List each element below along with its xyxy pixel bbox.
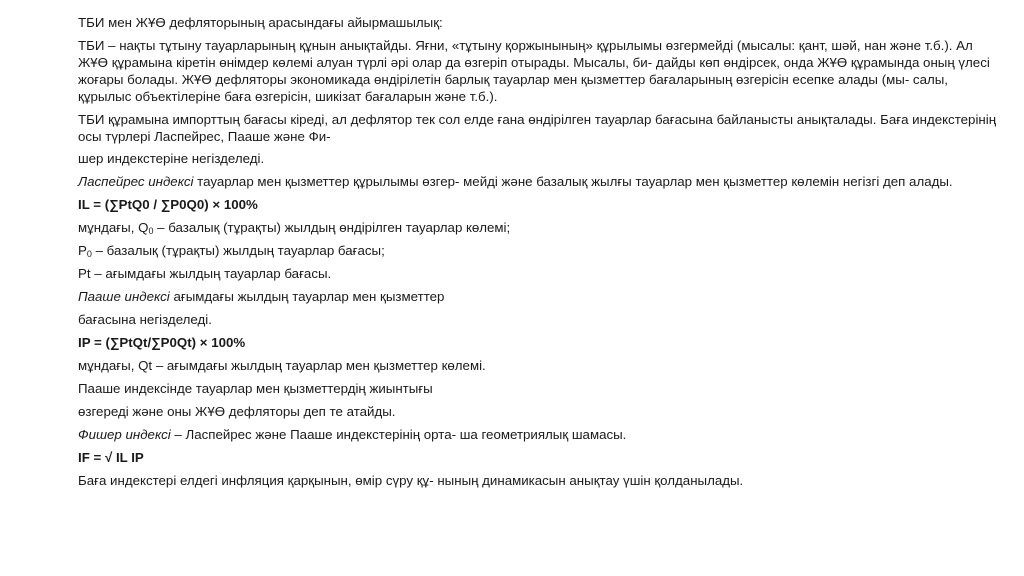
definition-q0 bbox=[78, 219, 998, 236]
paragraph-fisher bbox=[78, 426, 998, 443]
definition-q0-text: – базалық (тұрақты) жылдың өндірілген тауарлар көлемі; bbox=[153, 220, 511, 235]
paasche-description: ағымдағы жылдың тауарлар мен қызметтер bbox=[169, 289, 445, 304]
definition-p0-subscript: 0 bbox=[86, 249, 92, 259]
laspeyres-term: Ласпейрес индексі bbox=[78, 174, 194, 189]
formula-paasche: IP = (∑PtQt/∑P0Qt) × 100% bbox=[78, 335, 246, 350]
paasche-term: Пааше индексі bbox=[78, 289, 170, 304]
definition-p0-prefix: P bbox=[78, 243, 87, 258]
paragraph-index-basis: шер индекстеріне негізделеді. bbox=[78, 151, 265, 166]
definition-q0-prefix: мұндағы, Q bbox=[78, 220, 149, 235]
definition-q0-subscript: 0 bbox=[148, 226, 154, 236]
paragraph-paasche-cont: бағасына негізделеді. bbox=[78, 312, 212, 327]
paragraph-paasche-deflator: өзгереді және оны ЖҰӨ дефляторы деп те атайды. bbox=[78, 404, 396, 419]
fisher-term: Фишер индексі bbox=[78, 427, 171, 442]
definition-pt: Pt – ағымдағы жылдың тауарлар бағасы. bbox=[78, 266, 332, 281]
laspeyres-description: тауарлар мен қызметтер құрылымы өзгер- мейді және базалық жылғы тауарлар мен қызметтер көлемін негізгі деп алады. bbox=[193, 174, 953, 189]
fisher-description: – Ласпейрес және Пааше индекстерінің орта- ша геометриялық шамасы. bbox=[170, 427, 627, 442]
paragraph-tbi-definition: ТБИ – нақты тұтыну тауарларының құнын анықтайды. Яғни, «тұтыну қоржынының» құрылымы өзгермейді (мысалы: қант, шәй, нан және т.б.). Ал ЖҰӨ құрамына кіретін өнімдер көлемі алуан түрлі әрі олар да өзгеріп отырады. Мысалы, би- дайды көп өндірсек, онда ЖҰӨ құрамында оның үлесі жоғары болады. ЖҰӨ дефляторы экономикада өндірілетін барлық тауарлар мен қызметтер бағаларының өзгерісін есепке алады (мы- салы, құрылыс объектілеріне баға өзгерісін, шикізат бағаларын және т.б.). bbox=[78, 38, 990, 104]
formula-fisher: IF = √ IL IP bbox=[78, 450, 144, 465]
paragraph-laspeyres bbox=[78, 173, 998, 190]
slide-body bbox=[78, 14, 998, 495]
paragraph-conclusion: Баға индекстері елдегі инфляция қарқынын, өмір сүру құ- нының динамикасын анықтау үшін қолданылады. bbox=[78, 473, 744, 488]
formula-laspeyres: IL = (∑PtQ0 / ∑P0Q0) × 100% bbox=[78, 197, 258, 212]
paragraph-paasche bbox=[78, 288, 998, 305]
definition-p0 bbox=[78, 242, 998, 259]
paragraph-paasche-set: Пааше индексінде тауарлар мен қызметтердің жиынтығы bbox=[78, 381, 433, 396]
definition-qt: мұндағы, Qt – ағымдағы жылдың тауарлар мен қызметтер көлемі. bbox=[78, 358, 486, 373]
slide-heading: ТБИ мен ЖҰӨ дефляторының арасындағы айырмашылық: bbox=[78, 15, 443, 30]
definition-p0-text: – базалық (тұрақты) жылдың тауарлар бағасы; bbox=[91, 243, 385, 258]
paragraph-tbi-import: ТБИ құрамына импорттың бағасы кіреді, ал дефлятор тек сол елде ғана өндірілген тауарлар бағасына байланысты анықталады. Баға индекстерінің осы түрлері Ласпейрес, Пааше және Фи- bbox=[78, 112, 997, 144]
